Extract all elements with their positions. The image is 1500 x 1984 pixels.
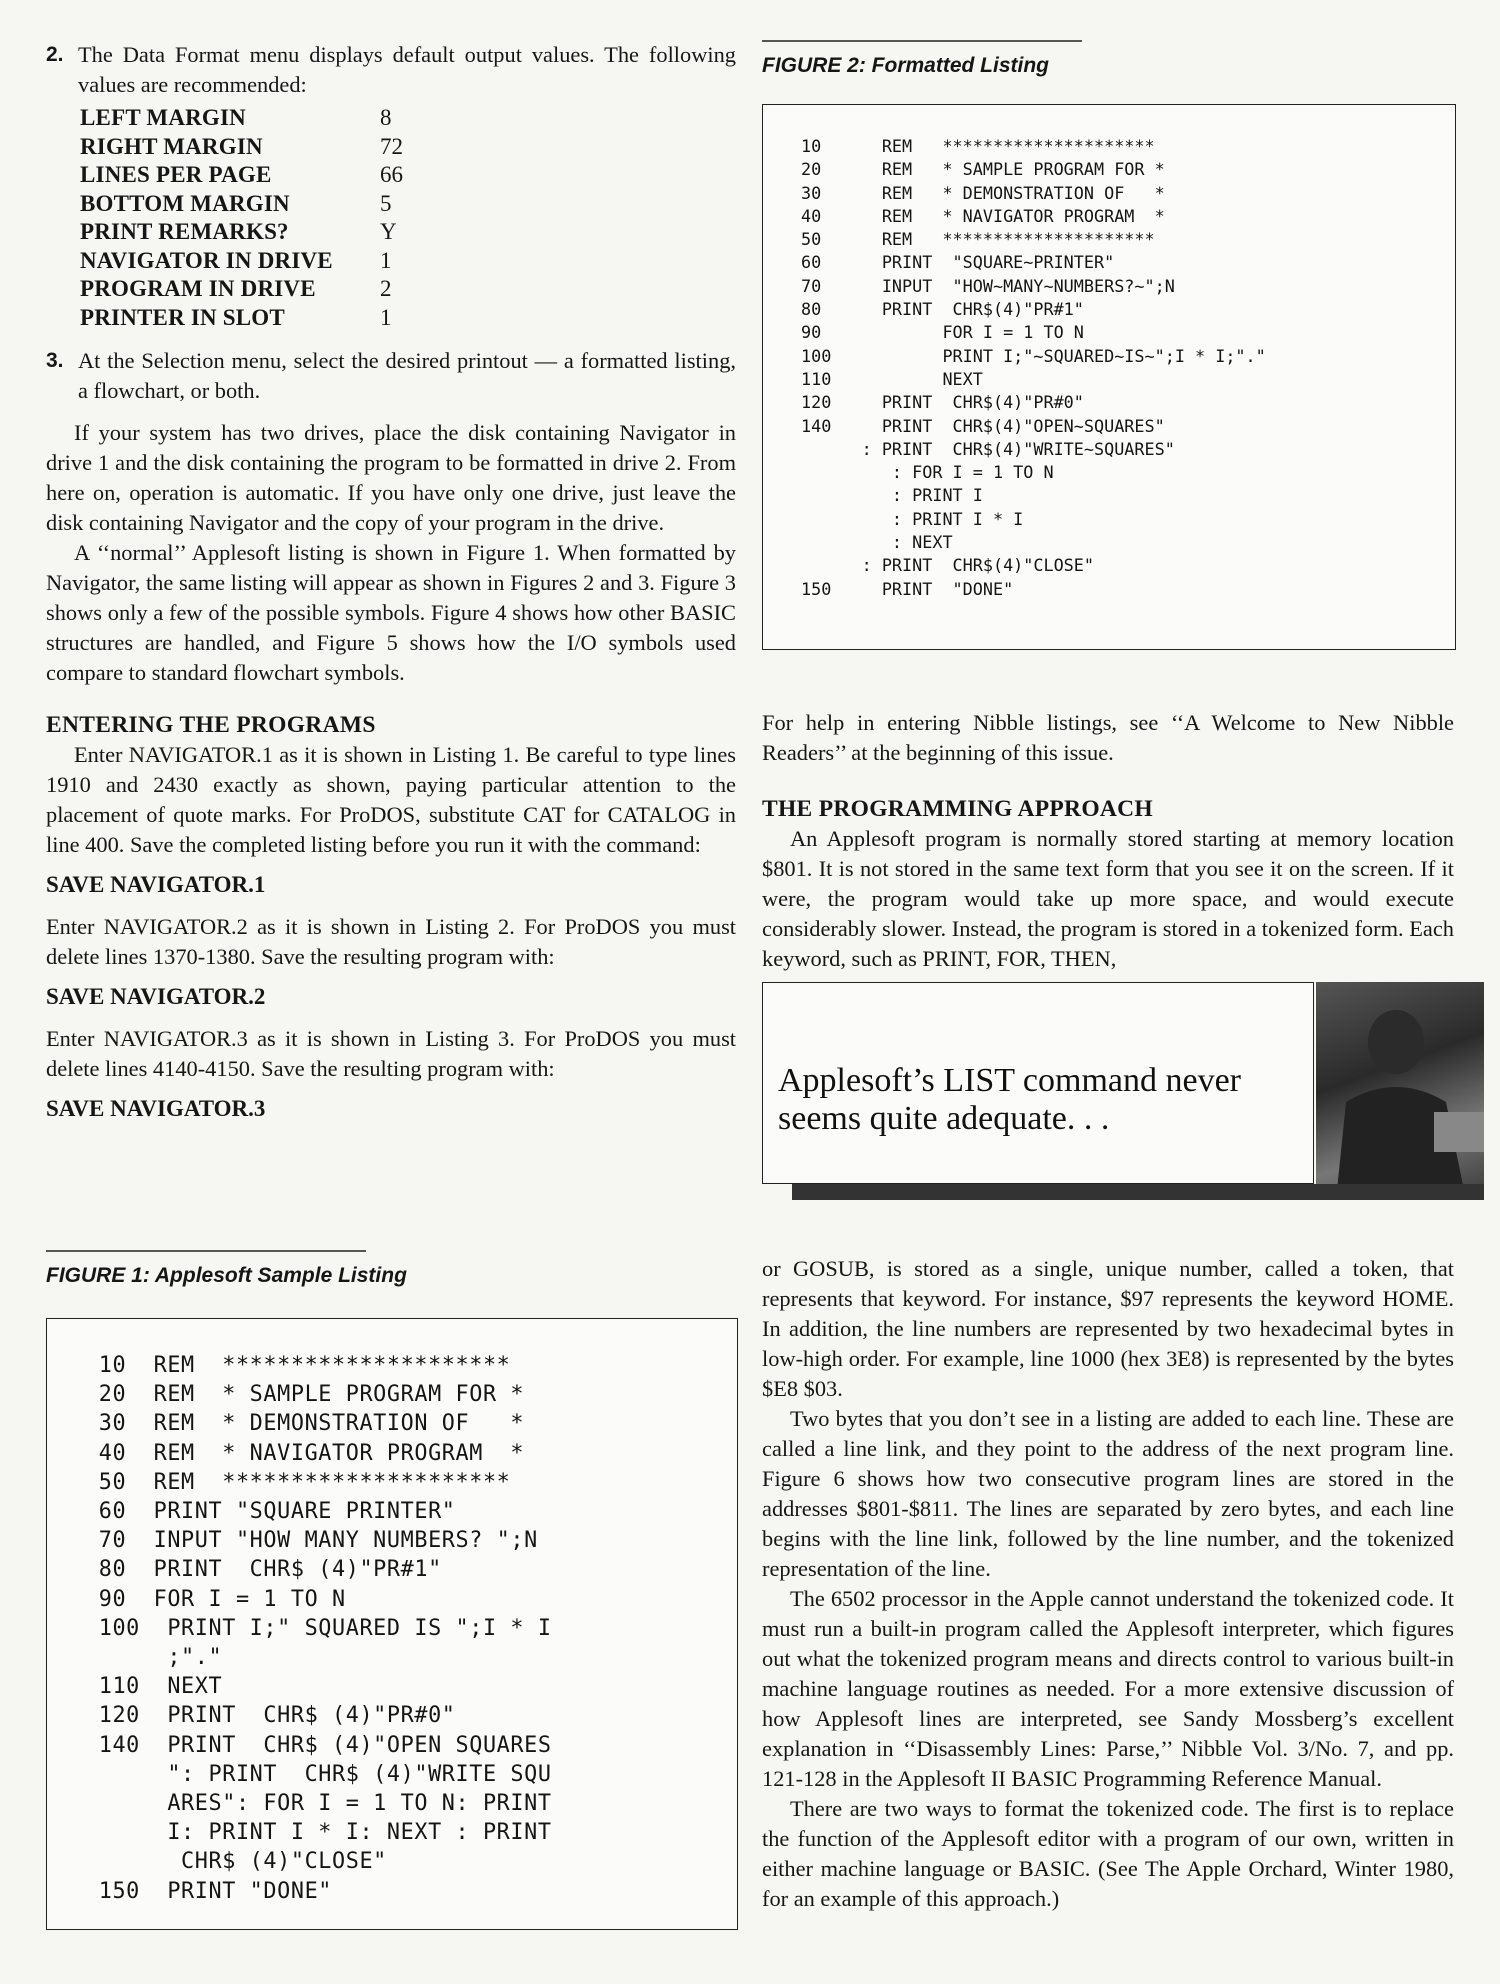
code-line: 30 REM * DEMONSTRATION OF *: [801, 182, 1165, 203]
paragraph: If your system has two drives, place the disk containing Navigator in drive 1 and the disk containing the program to be formatted in drive 2. From here on, operation is automatic. If you have only one drive, just leave the disk containing Navigator and the copy of your program in the drive.: [46, 420, 736, 535]
figure-1: [46, 1250, 736, 1288]
code-line: 50 REM *********************: [85, 1469, 511, 1495]
code-line: 140 PRINT CHR$ (4)"OPEN SQUARES: [85, 1732, 552, 1758]
code-line: 150 PRINT "DONE": [85, 1878, 333, 1904]
setting-label: BOTTOM MARGIN: [80, 190, 290, 216]
setting-value: 2: [380, 276, 392, 301]
code-line: : PRINT I: [801, 485, 983, 506]
code-line: 60 PRINT "SQUARE~PRINTER": [801, 252, 1115, 273]
step-number: 2.: [46, 43, 64, 66]
setting-label: RIGHT MARGIN: [80, 133, 263, 159]
setting-row: [80, 133, 736, 162]
pull-quote: [762, 982, 1484, 1222]
callout-shadow: [792, 1184, 1484, 1200]
paragraph: A ‘‘normal’’ Applesoft listing is shown in Figure 1. When formatted by Navigator, the same listing will appear as shown in Figures 2 and 3. Figure 3 shows only a few of the possible symbols. Figure 4 shows how other BASIC structures are handled, and Figure 5 shows how the I/O symbols used compare to standard flowchart symbols.: [46, 540, 736, 685]
code-line: 80 PRINT CHR$(4)"PR#1": [801, 299, 1084, 320]
code-line: 30 REM * DEMONSTRATION OF *: [85, 1411, 525, 1437]
figure-title: FIGURE 2: Formatted Listing: [762, 53, 1050, 77]
command-line: SAVE NAVIGATOR.2: [46, 984, 266, 1009]
paragraph: Enter NAVIGATOR.1 as it is shown in Listing 1. Be careful to type lines 1910 and 2430 exactly as shown, paying particular attention to the placement of quote marks. For ProDOS, substitute CAT for CATALOG in line 400. Save the completed listing before you run it with the command:: [46, 742, 736, 857]
setting-value: 1: [380, 304, 392, 330]
paragraph: The 6502 processor in the Apple cannot understand the tokenized code. It must run a built-in program called the Applesoft interpreter, which figures out what the tokenized program means and directs control to various built-in machine language routines as needed. For a more extensive discussion of how Applesoft lines are interpreted, see Sandy Mossberg’s excellent explanation in ‘‘Disassembly Lines: Parse,’’ Nibble Vol. 3/No. 7, and pp. 121-128 in the Applesoft II BASIC Programming Reference Manual.: [762, 1586, 1454, 1791]
paragraph: Enter NAVIGATOR.3 as it is shown in Listing 3. For ProDOS you must delete lines 4140-4150. Save the resulting program with:: [46, 1026, 736, 1081]
setting-value: 66: [380, 162, 403, 187]
code-line: 120 PRINT CHR$(4)"PR#0": [801, 392, 1084, 413]
command-line: SAVE NAVIGATOR.1: [46, 872, 266, 897]
photo-illustration: [1316, 982, 1484, 1200]
code-line: : PRINT CHR$(4)"WRITE~SQUARES": [801, 438, 1175, 459]
section-heading: ENTERING THE PROGRAMS: [46, 712, 376, 738]
section-heading: THE PROGRAMMING APPROACH: [762, 796, 1154, 822]
paragraph: Two bytes that you don’t see in a listing are added to each line. These are called a line link, and they point to the address of the next program line. Figure 6 shows how two consecutive program lines are stored in the addresses $801-$811. The lines are separated by zero bytes, and each line begins with the line link, followed by the line number, and the tokenized representation of the line.: [762, 1406, 1454, 1581]
code-line: 90 FOR I = 1 TO N: [801, 322, 1084, 343]
setting-value: 72: [380, 133, 403, 159]
setting-row: [80, 161, 736, 190]
step-3: [46, 346, 736, 406]
setting-row: [80, 104, 736, 133]
step-2: [46, 40, 736, 100]
setting-value: Y: [380, 219, 397, 244]
code-line: 120 PRINT CHR$ (4)"PR#0": [85, 1703, 456, 1729]
code-line: 110 NEXT: [801, 368, 983, 389]
code-line: 20 REM * SAMPLE PROGRAM FOR *: [85, 1382, 525, 1408]
code-line: 140 PRINT CHR$(4)"OPEN~SQUARES": [801, 415, 1165, 436]
setting-value: 1: [380, 247, 392, 273]
code-line: ;".": [85, 1645, 223, 1671]
code-line: ": PRINT CHR$ (4)"WRITE SQU: [85, 1761, 552, 1787]
code-line: ARES": FOR I = 1 TO N: PRINT: [85, 1791, 552, 1817]
step-text: At the Selection menu, select the desired printout — a formatted listing, a flowchart, or both.: [78, 348, 736, 403]
person-silhouette-icon: [1316, 982, 1484, 1200]
setting-row: [80, 247, 736, 276]
code-line: 20 REM * SAMPLE PROGRAM FOR *: [801, 159, 1165, 180]
setting-row: [80, 190, 736, 219]
setting-row: [80, 218, 736, 247]
figure-1-listing-box: [46, 1318, 738, 1930]
setting-label: PRINTER IN SLOT: [80, 304, 285, 330]
command-line: SAVE NAVIGATOR.3: [46, 1096, 266, 1121]
code-listing: [801, 135, 1266, 601]
paragraph: Enter NAVIGATOR.2 as it is shown in Listing 2. For ProDOS you must delete lines 1370-1380. Save the resulting program with:: [46, 914, 736, 969]
code-line: 10 REM *********************: [85, 1353, 511, 1378]
figure-rule: [762, 40, 1082, 42]
setting-label: PROGRAM IN DRIVE: [80, 276, 316, 301]
setting-value: 5: [380, 190, 392, 216]
code-line: 50 REM *********************: [801, 229, 1155, 250]
code-line: : PRINT I * I: [801, 508, 1024, 529]
left-column: [46, 40, 736, 1136]
code-line: : NEXT: [801, 532, 953, 553]
right-column-top: [762, 708, 1454, 974]
setting-value: 8: [380, 105, 392, 130]
code-line: 150 PRINT "DONE": [801, 578, 1014, 599]
paragraph: or GOSUB, is stored as a single, unique number, called a token, that represents that keyword. For instance, $97 represents the keyword HOME. In addition, the line numbers are represented by two hexadecimal bytes in low-high order. For example, line 1000 (hex 3E8) is represented by the bytes $E8 $03.: [762, 1256, 1454, 1401]
paragraph: There are two ways to format the tokenized code. The first is to replace the function of the Applesoft editor with a program of our own, written in either machine language or BASIC. (See The Apple Orchard, Winter 1980, for an example of this approach.): [762, 1796, 1454, 1911]
code-line: I: PRINT I * I: NEXT : PRINT: [85, 1820, 552, 1846]
code-line: 60 PRINT "SQUARE PRINTER": [85, 1499, 456, 1525]
code-line: 70 INPUT "HOW~MANY~NUMBERS?~";N: [801, 275, 1175, 296]
paragraph: An Applesoft program is normally stored starting at memory location $801. It is not stored in the same text form that you see it on the screen. If it were, the program would take up more space, and would execute considerably slower. Instead, the program is stored in a tokenized form. Each keyword, such as PRINT, FOR, THEN,: [762, 826, 1454, 971]
setting-label: NAVIGATOR IN DRIVE: [80, 247, 333, 273]
code-line: 110 NEXT: [85, 1674, 223, 1700]
code-line: 40 REM * NAVIGATOR PROGRAM *: [85, 1440, 525, 1466]
help-note: For help in entering Nibble listings, see ‘‘A Welcome to New Nibble Readers’’ at the beginning of this issue.: [762, 710, 1454, 765]
code-line: 10 REM *********************: [801, 136, 1155, 156]
step-text: The Data Format menu displays default output values. The following values are recommended:: [78, 42, 736, 97]
code-line: 90 FOR I = 1 TO N: [85, 1586, 346, 1612]
step-number: 3.: [46, 349, 64, 372]
figure-title: FIGURE 1: Applesoft Sample Listing: [46, 1263, 407, 1287]
setting-row: [80, 275, 736, 304]
recommended-settings: [80, 104, 736, 332]
figure-2-listing-box: [762, 104, 1456, 650]
code-line: : FOR I = 1 TO N: [801, 462, 1054, 483]
code-line: 80 PRINT CHR$ (4)"PR#1": [85, 1557, 442, 1583]
code-line: 70 INPUT "HOW MANY NUMBERS? ";N: [85, 1528, 538, 1554]
code-line: 40 REM * NAVIGATOR PROGRAM *: [801, 205, 1165, 226]
setting-label: LEFT MARGIN: [80, 105, 246, 130]
code-line: 100 PRINT I;"~SQUARED~IS~";I * I;".": [801, 345, 1266, 366]
figure-2: [762, 40, 1454, 78]
callout-text: Applesoft’s LIST command never seems quite adequate. . .: [778, 1062, 1242, 1137]
setting-label: PRINT REMARKS?: [80, 219, 289, 244]
code-line: 100 PRINT I;" SQUARED IS ";I * I: [85, 1615, 552, 1641]
code-line: : PRINT CHR$(4)"CLOSE": [801, 555, 1094, 576]
code-line: CHR$ (4)"CLOSE": [85, 1849, 387, 1875]
setting-label: LINES PER PAGE: [80, 162, 272, 187]
right-column-bottom: [762, 1254, 1454, 1914]
code-listing: [85, 1351, 552, 1906]
figure-rule: [46, 1250, 366, 1252]
setting-row: [80, 304, 736, 333]
